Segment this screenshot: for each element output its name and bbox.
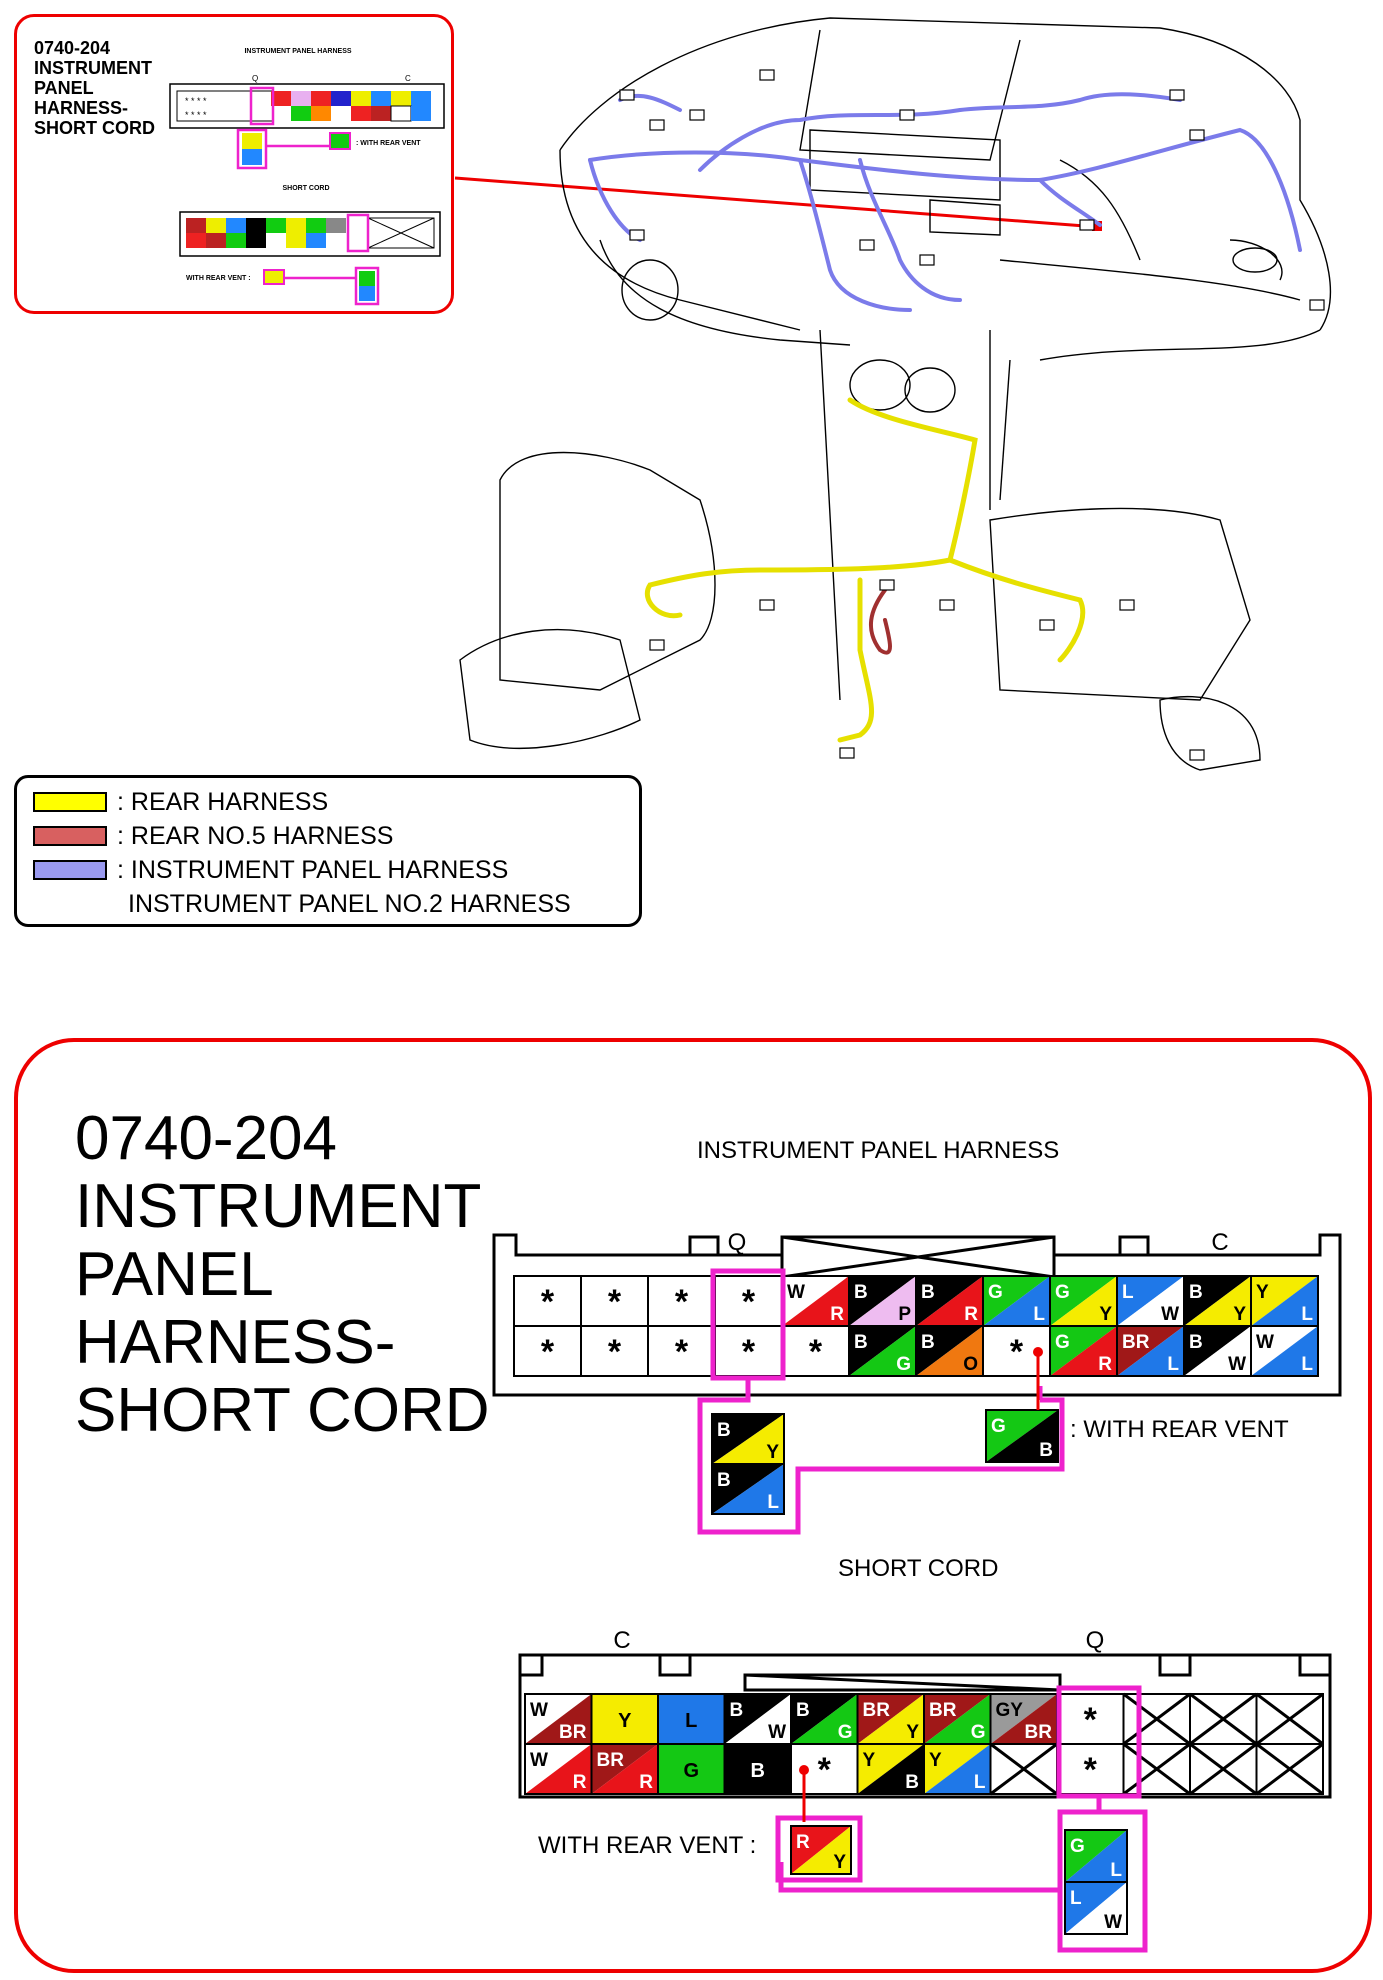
sc-vent-label: WITH REAR VENT :: [538, 1832, 757, 1859]
svg-text:*: *: [540, 1333, 555, 1371]
ip-vent-pin: [712, 1414, 784, 1464]
mini-c-label: C: [405, 74, 411, 83]
svg-text:BR: BR: [596, 1750, 624, 1771]
mini-q-label: Q: [252, 74, 259, 83]
svg-text:B: B: [1039, 1440, 1053, 1461]
ip-pin: [1184, 1276, 1251, 1326]
svg-text:R: R: [964, 1304, 978, 1325]
svg-text:Y: Y: [766, 1442, 779, 1463]
sc-pin: [924, 1744, 991, 1794]
sc-pin: [658, 1694, 725, 1744]
svg-text:G: G: [683, 1760, 700, 1782]
ip-pin: [782, 1326, 849, 1376]
sc-q-label: Q: [1085, 1627, 1105, 1654]
svg-text:G: G: [1070, 1836, 1085, 1857]
sc-pin-grid: [525, 1694, 1323, 1794]
svg-text:P: P: [898, 1304, 911, 1325]
svg-text:L: L: [1301, 1304, 1313, 1325]
svg-text:*: *: [1083, 1751, 1097, 1789]
svg-text:W: W: [768, 1722, 786, 1743]
svg-text:L: L: [1122, 1282, 1134, 1303]
svg-text:B: B: [717, 1420, 731, 1441]
svg-text:L: L: [973, 1772, 986, 1793]
ip-pin: [1251, 1276, 1318, 1326]
svg-text:L: L: [1301, 1354, 1313, 1375]
svg-text:W: W: [530, 1750, 548, 1771]
svg-text:Y: Y: [833, 1852, 846, 1873]
ip-vent-pin: [986, 1410, 1058, 1462]
svg-text:*: *: [1009, 1333, 1024, 1371]
ip-vent-pin: [712, 1464, 784, 1514]
legend-label: : INSTRUMENT PANEL HARNESS: [117, 855, 509, 884]
sc-pin: [791, 1694, 858, 1744]
svg-text:*: *: [1083, 1701, 1097, 1739]
mini-ip-caption: INSTRUMENT PANEL HARNESS: [244, 48, 352, 55]
short-cord-caption: SHORT CORD: [838, 1555, 999, 1582]
svg-text:L: L: [1167, 1354, 1179, 1375]
ip-pin: [1184, 1326, 1251, 1376]
sc-pin: [1124, 1694, 1191, 1744]
sc-pin: [1057, 1744, 1124, 1794]
sc-pin: [858, 1744, 925, 1794]
ip-pin: [715, 1326, 782, 1376]
svg-text:Y: Y: [929, 1750, 942, 1771]
svg-text:R: R: [1098, 1354, 1112, 1375]
svg-text:*: *: [741, 1333, 756, 1371]
ip-pin: [849, 1326, 916, 1376]
legend-label: : REAR HARNESS: [117, 787, 329, 816]
svg-text:W: W: [787, 1282, 805, 1303]
svg-text:Y: Y: [1256, 1282, 1269, 1303]
svg-text:B: B: [1189, 1332, 1203, 1353]
svg-text:B: B: [1189, 1282, 1203, 1303]
ip-pin: [648, 1276, 715, 1326]
svg-text:BR: BR: [1122, 1332, 1150, 1353]
sc-pin: [991, 1694, 1058, 1744]
sc-pin: [924, 1694, 991, 1744]
sc-pin: [1257, 1744, 1324, 1794]
sc-pin: [592, 1694, 659, 1744]
svg-text:W: W: [1256, 1332, 1274, 1353]
sc-pin: [725, 1744, 792, 1794]
ip-pin: [581, 1276, 648, 1326]
svg-text:G: G: [896, 1354, 911, 1375]
svg-text:B: B: [750, 1760, 765, 1782]
svg-text:BR: BR: [1024, 1722, 1052, 1743]
mini-sc-caption: SHORT CORD: [282, 185, 330, 192]
sc-pin: [991, 1744, 1058, 1794]
svg-text:*: *: [607, 1333, 622, 1371]
mini-vent-label: : WITH REAR VENT: [356, 140, 421, 147]
svg-text:R: R: [796, 1832, 810, 1853]
ip-pin: [1251, 1326, 1318, 1376]
ip-pin: [648, 1326, 715, 1376]
svg-text:B: B: [717, 1470, 731, 1491]
svg-text:R: R: [830, 1304, 844, 1325]
svg-text:R: R: [572, 1772, 587, 1793]
svg-text:*: *: [808, 1333, 823, 1371]
svg-text:G: G: [991, 1416, 1006, 1437]
svg-text:W: W: [1104, 1912, 1122, 1933]
svg-text:B: B: [729, 1700, 744, 1721]
sc-pin: [725, 1694, 792, 1744]
svg-text:L: L: [685, 1710, 698, 1732]
svg-text:W: W: [1161, 1304, 1179, 1325]
svg-text:G: G: [1055, 1282, 1070, 1303]
sc-vent-pin: [791, 1826, 851, 1874]
legend-label-secondary: INSTRUMENT PANEL NO.2 HARNESS: [128, 890, 571, 918]
sc-pin: [592, 1744, 659, 1794]
sc-vent-pin: [1065, 1882, 1127, 1934]
sc-pin: [1190, 1744, 1257, 1794]
svg-text:O: O: [963, 1354, 978, 1375]
svg-text:Y: Y: [1233, 1304, 1246, 1325]
sc-c-label: C: [613, 1627, 631, 1654]
ip-pin: [916, 1276, 983, 1326]
ip-connector-caption: INSTRUMENT PANEL HARNESS: [697, 1137, 1060, 1164]
svg-text:*: *: [817, 1751, 831, 1789]
svg-text:B: B: [854, 1282, 868, 1303]
svg-text:Y: Y: [1099, 1304, 1112, 1325]
ip-pin: [983, 1276, 1050, 1326]
ip-pin: [782, 1276, 849, 1326]
sc-pin: [858, 1694, 925, 1744]
mini-sc-vent-label: WITH REAR VENT :: [186, 275, 251, 282]
sc-pin: [1257, 1694, 1324, 1744]
svg-text:L: L: [1110, 1860, 1122, 1881]
svg-text:L: L: [767, 1492, 779, 1513]
sc-pin: [525, 1694, 592, 1744]
svg-text:B: B: [921, 1282, 935, 1303]
svg-text:* * * *: * * * *: [185, 110, 207, 120]
ip-pin: [916, 1326, 983, 1376]
ip-vent-label: : WITH REAR VENT: [1070, 1416, 1289, 1443]
svg-text:G: G: [970, 1722, 986, 1743]
ip-pin: [1050, 1276, 1117, 1326]
svg-text:*: *: [607, 1283, 622, 1321]
svg-text:*: *: [674, 1283, 689, 1321]
svg-text:B: B: [921, 1332, 935, 1353]
svg-text:B: B: [796, 1700, 810, 1721]
svg-text:R: R: [639, 1772, 653, 1793]
sc-pin: [658, 1744, 725, 1794]
ip-pin: [514, 1276, 581, 1326]
svg-text:*: *: [741, 1283, 756, 1321]
sc-pin: [1190, 1694, 1257, 1744]
mini-callout-title: 0740-204 INSTRUMENT PANEL HARNESS- SHORT CORD: [34, 38, 155, 138]
svg-text:GY: GY: [995, 1700, 1023, 1721]
ip-vent-pins: [712, 1410, 1058, 1514]
sc-vent-pin: [1065, 1830, 1127, 1882]
sc-pin: [525, 1744, 592, 1794]
svg-text:*: *: [540, 1283, 555, 1321]
svg-text:B: B: [905, 1772, 919, 1793]
svg-text:W: W: [530, 1700, 548, 1721]
main-title: 0740-204 INSTRUMENT PANEL HARNESS- SHORT CORD: [75, 1104, 490, 1445]
ip-q-label: Q: [727, 1229, 747, 1256]
ip-pin: [1050, 1326, 1117, 1376]
svg-text:*: *: [674, 1333, 689, 1371]
ip-c-label: C: [1211, 1229, 1229, 1256]
svg-text:G: G: [837, 1722, 853, 1743]
svg-text:* * * *: * * * *: [185, 96, 207, 106]
svg-text:B: B: [854, 1332, 868, 1353]
sc-pin: [1124, 1744, 1191, 1794]
svg-text:W: W: [1228, 1354, 1246, 1375]
ip-pin: [849, 1276, 916, 1326]
ip-pin: [1117, 1326, 1184, 1376]
svg-text:L: L: [1033, 1304, 1045, 1325]
svg-text:BR: BR: [862, 1700, 890, 1721]
svg-text:G: G: [988, 1282, 1003, 1303]
ip-pin-grid: [514, 1276, 1318, 1376]
ip-pin: [514, 1326, 581, 1376]
ip-pin: [581, 1326, 648, 1376]
svg-text:G: G: [1055, 1332, 1070, 1353]
svg-text:Y: Y: [906, 1722, 919, 1743]
ip-pin: [1117, 1276, 1184, 1326]
ip-pin: [715, 1276, 782, 1326]
svg-text:L: L: [1070, 1888, 1082, 1909]
svg-text:BR: BR: [559, 1722, 587, 1743]
legend-label: : REAR NO.5 HARNESS: [117, 821, 394, 850]
svg-text:Y: Y: [862, 1750, 876, 1771]
svg-text:Y: Y: [618, 1710, 632, 1732]
svg-text:BR: BR: [929, 1700, 957, 1721]
sc-pin: [1057, 1694, 1124, 1744]
